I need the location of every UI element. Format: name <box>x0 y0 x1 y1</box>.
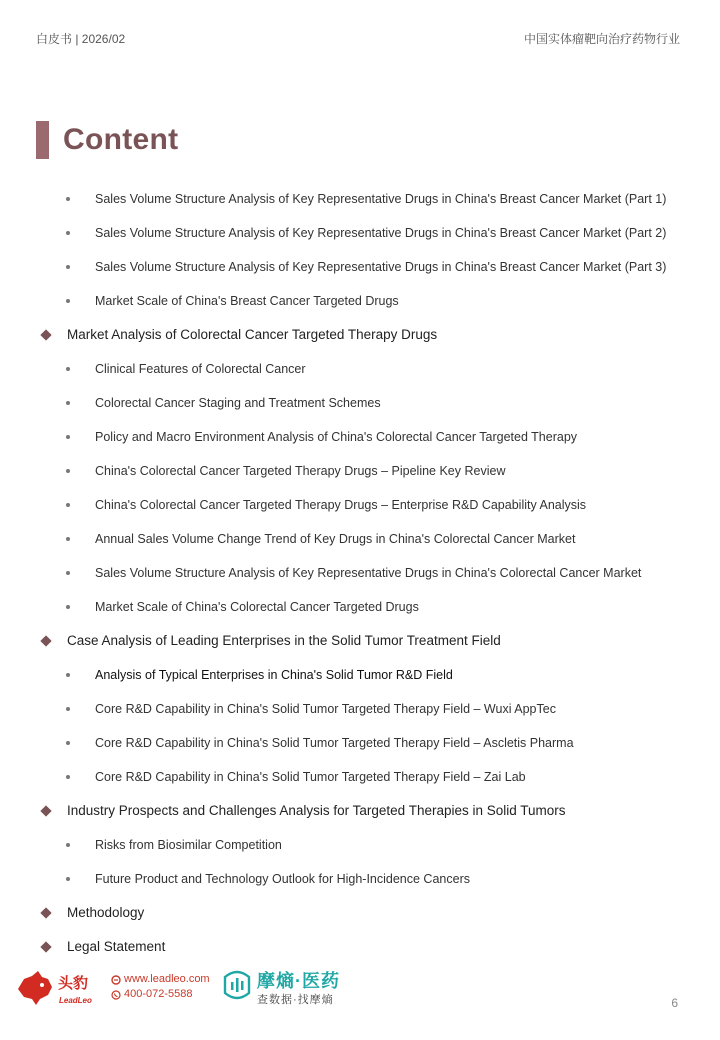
page-number: 6 <box>671 996 678 1010</box>
toc-label: Core R&D Capability in China's Solid Tumor Targeted Therapy Field – Wuxi AppTec <box>95 702 556 716</box>
header-right: 中国实体瘤靶向治疗药物行业 <box>523 32 680 46</box>
toc-item[interactable] <box>0 556 720 590</box>
moshang-emblem-icon <box>221 967 253 1003</box>
toc-label: Colorectal Cancer Staging and Treatment Schemes <box>95 396 381 410</box>
phone-number: 400-072-5588 <box>124 988 193 1000</box>
leadleo-en-text: LeadLeo <box>59 996 92 1005</box>
toc-item[interactable] <box>0 726 720 760</box>
toc-item[interactable] <box>0 828 720 862</box>
toc-label: Industry Prospects and Challenges Analysis for Targeted Therapies in Solid Tumors <box>67 803 566 818</box>
toc-label: Case Analysis of Leading Enterprises in the Solid Tumor Treatment Field <box>67 633 501 648</box>
moshang-cn-text: 摩熵·医药 <box>257 971 340 991</box>
toc-label: Market Scale of China's Breast Cancer Targeted Drugs <box>95 294 399 308</box>
diamond-bullet-icon <box>40 635 51 646</box>
toc-item[interactable] <box>0 386 720 420</box>
phone-icon <box>111 990 121 1000</box>
dot-bullet-icon <box>66 231 70 235</box>
dot-bullet-icon <box>66 843 70 847</box>
toc-label: Core R&D Capability in China's Solid Tumor Targeted Therapy Field – Ascletis Pharma <box>95 736 574 750</box>
toc-label: Sales Volume Structure Analysis of Key Representative Drugs in China's Breast Cancer Market (Part 1) <box>95 192 667 206</box>
title-accent-bar <box>36 121 49 159</box>
toc-section[interactable] <box>0 896 720 930</box>
web-icon <box>111 975 121 985</box>
dot-bullet-icon <box>66 299 70 303</box>
toc-label: Annual Sales Volume Change Trend of Key Drugs in China's Colorectal Cancer Market <box>95 532 576 546</box>
dot-bullet-icon <box>66 605 70 609</box>
dot-bullet-icon <box>66 673 70 677</box>
moshang-slogan: 查数据·找摩熵 <box>257 994 334 1006</box>
toc-item[interactable] <box>0 590 720 624</box>
table-of-contents <box>0 182 720 964</box>
toc-item[interactable] <box>0 760 720 794</box>
page-title: Content <box>63 123 179 156</box>
toc-section[interactable] <box>0 930 720 964</box>
toc-section[interactable] <box>0 318 720 352</box>
dot-bullet-icon <box>66 537 70 541</box>
toc-item[interactable] <box>0 522 720 556</box>
toc-label: Analysis of Typical Enterprises in China's Solid Tumor R&D Field <box>95 668 453 682</box>
leopard-head-icon <box>18 971 52 1005</box>
toc-item[interactable] <box>0 488 720 522</box>
dot-bullet-icon <box>66 877 70 881</box>
toc-label: China's Colorectal Cancer Targeted Therapy Drugs – Enterprise R&D Capability Analysis <box>95 498 587 512</box>
toc-item[interactable] <box>0 352 720 386</box>
contact-info <box>111 972 210 1002</box>
dot-bullet-icon <box>66 469 70 473</box>
section-title <box>36 121 178 159</box>
toc-item[interactable] <box>0 658 720 692</box>
toc-label: Policy and Macro Environment Analysis of China's Colorectal Cancer Targeted Therapy <box>95 430 578 444</box>
moshang-logo <box>221 967 381 1007</box>
diamond-bullet-icon <box>40 907 51 918</box>
dot-bullet-icon <box>66 503 70 507</box>
dot-bullet-icon <box>66 197 70 201</box>
toc-item[interactable] <box>0 692 720 726</box>
dot-bullet-icon <box>66 571 70 575</box>
toc-item[interactable] <box>0 182 720 216</box>
toc-label: Future Product and Technology Outlook for High-Incidence Cancers <box>95 872 470 886</box>
toc-label: Methodology <box>67 905 145 920</box>
toc-section[interactable] <box>0 794 720 828</box>
toc-item[interactable] <box>0 454 720 488</box>
toc-item[interactable] <box>0 862 720 896</box>
toc-label: Legal Statement <box>67 939 166 954</box>
toc-label: Core R&D Capability in China's Solid Tumor Targeted Therapy Field – Zai Lab <box>95 770 526 784</box>
dot-bullet-icon <box>66 265 70 269</box>
toc-item[interactable] <box>0 420 720 454</box>
dot-bullet-icon <box>66 367 70 371</box>
toc-label: Market Analysis of Colorectal Cancer Targeted Therapy Drugs <box>67 327 438 342</box>
diamond-bullet-icon <box>40 329 51 340</box>
leadleo-cn-text: 头豹 <box>58 974 89 992</box>
dot-bullet-icon <box>66 775 70 779</box>
header-left: 白皮书 | 2026/02 <box>36 32 126 46</box>
toc-label: Sales Volume Structure Analysis of Key Representative Drugs in China's Breast Cancer Market (Part 3) <box>95 260 667 274</box>
dot-bullet-icon <box>66 741 70 745</box>
toc-item[interactable] <box>0 250 720 284</box>
toc-label: Sales Volume Structure Analysis of Key Representative Drugs in China's Breast Cancer Market (Part 2) <box>95 226 667 240</box>
diamond-bullet-icon <box>40 941 51 952</box>
leadleo-logo <box>14 965 104 1009</box>
toc-item[interactable] <box>0 284 720 318</box>
toc-item[interactable] <box>0 216 720 250</box>
dot-bullet-icon <box>66 435 70 439</box>
dot-bullet-icon <box>66 401 70 405</box>
toc-label: China's Colorectal Cancer Targeted Therapy Drugs – Pipeline Key Review <box>95 464 506 478</box>
toc-label: Market Scale of China's Colorectal Cancer Targeted Drugs <box>95 600 419 614</box>
website-link[interactable]: www.leadleo.com <box>124 973 210 985</box>
toc-label: Risks from Biosimilar Competition <box>95 838 282 852</box>
toc-label: Clinical Features of Colorectal Cancer <box>95 362 306 376</box>
dot-bullet-icon <box>66 707 70 711</box>
toc-section[interactable] <box>0 624 720 658</box>
toc-label: Sales Volume Structure Analysis of Key Representative Drugs in China's Colorectal Cancer Market <box>95 566 642 580</box>
diamond-bullet-icon <box>40 805 51 816</box>
footer <box>14 965 714 1009</box>
